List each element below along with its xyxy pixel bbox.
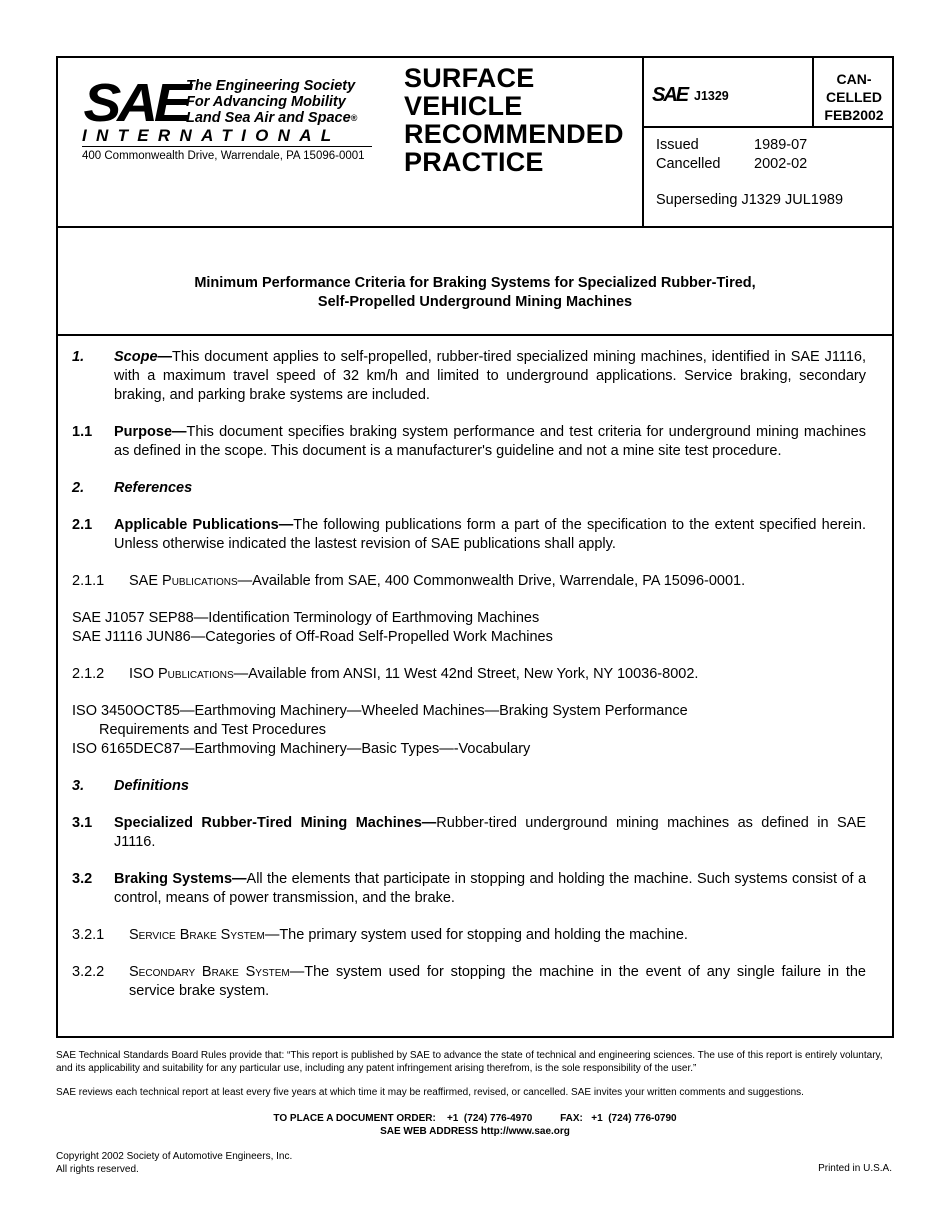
section-1: [72, 348, 866, 405]
reference-item-continued: Requirements and Test Procedures: [99, 722, 327, 738]
section-number: 2.: [72, 480, 85, 496]
section-number: 2.1: [72, 517, 93, 533]
order-phone: +1 (724) 776-4970: [446, 1113, 533, 1124]
logo-divider: [82, 146, 372, 147]
cancelled-line: CELLED: [826, 89, 882, 105]
section-text: This document applies to self-propelled, rubber-tired specialized mining machines, identified in SAE J1116, with a maximum travel speed of 32 km/h and limited to underground applications. Service braking, secondary braking, and parking brake systems are included.: [114, 349, 866, 403]
header: [58, 58, 892, 228]
registered-mark: ®: [350, 113, 358, 123]
cancelled-line: CAN-: [836, 71, 872, 87]
tagline-line: Land Sea Air and Space: [186, 110, 351, 126]
document-type: [404, 64, 644, 176]
superseding: Superseding J1329 JUL1989: [656, 192, 844, 208]
section-number: 3.1: [72, 815, 93, 831]
section-number: 3.: [72, 778, 85, 794]
section-heading: Scope—: [114, 349, 173, 365]
section-heading: Secondary Brake System: [129, 964, 290, 980]
rights-line: All rights reserved.: [56, 1164, 139, 1175]
document-type-line: RECOMMENDED: [404, 119, 624, 149]
section-text: All the elements that participate in stopping and holding the machine. Such systems consist of a control, means of power transmission, and the brake.: [114, 871, 867, 906]
reference-item: ISO 3450OCT85—Earthmoving Machinery—Wheeled Machines—Braking System Performance: [72, 703, 688, 719]
section-number: 1.1: [72, 424, 93, 440]
fax-label: FAX:: [560, 1113, 583, 1124]
section-heading: References: [114, 480, 193, 496]
document-body: [72, 348, 866, 1019]
issued-label: Issued: [656, 137, 699, 153]
section-heading: Braking Systems—: [114, 871, 247, 887]
reference-item: SAE J1057 SEP88—Identification Terminology of Earthmoving Machines: [72, 610, 540, 626]
review-notice: SAE reviews each technical report at least every five years at which time it may be reaffirmed, revised, or cancelled. SAE invites your written comments and suggestions.: [56, 1087, 804, 1098]
copyright-line: Copyright 2002 Society of Automotive Engineers, Inc.: [56, 1151, 293, 1162]
section-text: —The system used for stopping the machine in the event of any single failure in the service brake system.: [129, 964, 866, 999]
section-number: 3.2.2: [72, 964, 105, 980]
section-2-1-2: [72, 665, 866, 684]
title-line: Self-Propelled Underground Mining Machines: [317, 294, 633, 310]
document-type-line: SURFACE: [404, 63, 535, 93]
section-heading: Specialized Rubber-Tired Mining Machines—: [114, 815, 437, 831]
document-frame: [56, 56, 894, 1038]
section-heading: SAE Publications: [129, 573, 238, 589]
order-label: TO PLACE A DOCUMENT ORDER:: [273, 1113, 436, 1124]
section-2: [72, 479, 866, 498]
sae-tagline: [186, 78, 357, 126]
section-text: This document specifies braking system performance and test criteria for underground mining machines as defined in the scope. This document is a manufacturer's guideline and not a mine site test procedure.: [114, 424, 866, 459]
section-3: [72, 777, 866, 796]
document-number-row: [644, 58, 894, 128]
issued-value: 1989-07: [754, 137, 808, 153]
cancelled-value: 2002-02: [754, 156, 808, 172]
section-2-1: [72, 516, 866, 554]
section-heading: Purpose—: [114, 424, 187, 440]
web-address: SAE WEB ADDRESS http://www.sae.org: [380, 1126, 570, 1137]
cancelled-stamp: [812, 58, 894, 126]
section-3-1: [72, 814, 866, 852]
sae-address: 400 Commonwealth Drive, Warrendale, PA 15096-0001: [82, 150, 365, 162]
title-line: Minimum Performance Criteria for Braking Systems for Specialized Rubber-Tired,: [194, 275, 756, 291]
section-number: 3.2: [72, 871, 93, 887]
section-3-2-1: [72, 926, 866, 945]
section-text: —Available from SAE, 400 Commonwealth Drive, Warrendale, PA 15096-0001.: [237, 573, 746, 589]
section-number: 1.: [72, 349, 85, 365]
sae-logo: SAE: [83, 73, 188, 133]
printed-in: Printed in U.S.A.: [818, 1163, 892, 1174]
section-text: The following publications form a part of the specification to the extent specified herein. Unless otherwise indicated the lastest revision of SAE publications shall apply.: [114, 517, 866, 552]
section-number: 2.1.1: [72, 573, 105, 589]
section-3-2: [72, 870, 866, 908]
fax-phone: +1 (724) 776-0790: [591, 1113, 677, 1124]
order-info: [0, 1112, 950, 1138]
section-text: —The primary system used for stopping and holding the machine.: [264, 927, 688, 943]
sae-logo-block: [58, 58, 402, 226]
sae-small-logo: SAE: [652, 84, 688, 106]
document-title: [58, 228, 892, 336]
sae-reference-list: [72, 609, 866, 647]
cancelled-line: FEB2002: [824, 107, 884, 123]
section-number: 2.1.2: [72, 666, 105, 682]
document-type-line: VEHICLE: [404, 91, 523, 121]
copyright: [56, 1150, 292, 1176]
section-text: —Available from ANSI, 11 West 42nd Street, New York, NY 10036-8002.: [233, 666, 699, 682]
reference-item: SAE J1116 JUN86—Categories of Off-Road Self-Propelled Work Machines: [72, 629, 553, 645]
section-number: 3.2.1: [72, 927, 105, 943]
section-heading: Service Brake System: [129, 927, 265, 943]
document-type-line: PRACTICE: [404, 147, 544, 177]
section-heading: ISO Publications: [129, 666, 234, 682]
issue-dates: [656, 136, 807, 174]
tagline-line: The Engineering Society: [186, 78, 356, 94]
iso-reference-list: [72, 702, 866, 759]
document-id-block: [642, 58, 894, 226]
tagline-line: For Advancing Mobility: [186, 94, 346, 110]
section-text: Rubber-tired underground mining machines as defined in SAE J1116.: [114, 815, 867, 850]
section-heading: Definitions: [114, 778, 189, 794]
section-heading: Applicable Publications—: [114, 517, 294, 533]
board-rules-notice: SAE Technical Standards Board Rules provide that: “This report is published by SAE to advance the state of technical and engineering sciences. The use of this report is entirely voluntary, and its applicability and suitability for any particular use, including any patent infringement arising therefrom, is the sole responsibility of the user.”: [56, 1050, 883, 1074]
section-1-1: [72, 423, 866, 461]
section-3-2-2: [72, 963, 866, 1001]
section-2-1-1: [72, 572, 866, 591]
international-wordmark: INTERNATIONAL: [82, 126, 341, 145]
document-number: J1329: [694, 89, 729, 103]
cancelled-label: Cancelled: [656, 156, 721, 172]
reference-item: ISO 6165DEC87—Earthmoving Machinery—Basic Types—-Vocabulary: [72, 741, 531, 757]
